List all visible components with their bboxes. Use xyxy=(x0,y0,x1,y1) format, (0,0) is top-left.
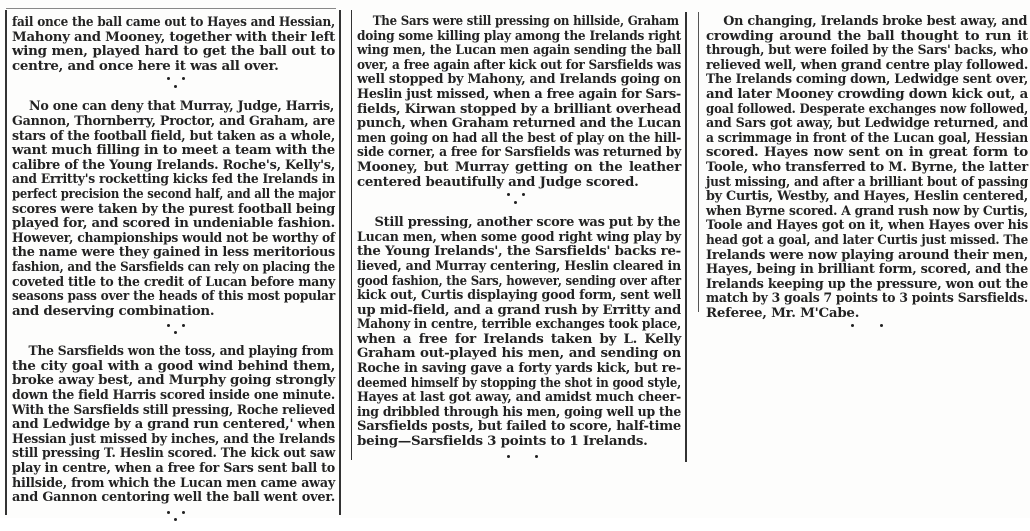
text-line: Graham out-played his men, and sending on xyxy=(357,345,681,362)
asterism-dot xyxy=(167,511,170,514)
text-line: Toole, who transferred to M. Byrne, the latter xyxy=(706,158,1028,175)
asterism-dot xyxy=(507,193,510,196)
text-line: Lucan men, when some good right wing play by xyxy=(357,228,681,245)
text-line: over, a free again after kick out for Sarsfields was xyxy=(357,56,681,73)
text-line: Toole and Hayes got on it, when Hayes over his xyxy=(706,217,1029,234)
text-line: being—Sarsfields 3 points to 1 Irelands. xyxy=(357,433,648,450)
paragraph xyxy=(12,15,335,73)
text-line: the city goal with a good wind behind them, xyxy=(12,357,335,374)
text-line: On changing, Irelands broke best away, and xyxy=(723,13,1028,29)
asterism-dot xyxy=(182,77,185,80)
text-line: want much filling in to meet a team with the xyxy=(12,142,336,159)
text-line: side corner, a free for Sarsfields was returned by xyxy=(357,144,682,161)
text-line: doing some killing play among the Irelands right xyxy=(357,27,681,44)
text-line: Referee, Mr. M'Cabe. xyxy=(706,304,860,321)
text-line: Mahony in centre, terrible exchanges took place, xyxy=(357,316,682,333)
asterism-dot xyxy=(174,331,177,334)
asterism-separator xyxy=(357,449,681,463)
asterism-dot xyxy=(174,518,177,521)
asterism-dot xyxy=(514,201,517,204)
text-line: scored. Hayes now sent on in great form to xyxy=(706,144,1028,161)
text-line: wing men, played hard to get the ball out to xyxy=(12,43,335,60)
text-line: good fashion, the Sars, however, sending over after xyxy=(357,272,681,289)
text-line: head got a goal, and later Curtis just missed. The xyxy=(706,231,1029,248)
top-rule xyxy=(6,8,336,9)
text-line: men going on had all the best of play on the hill- xyxy=(357,129,682,146)
paragraph xyxy=(12,99,335,318)
asterism-separator xyxy=(706,320,1028,334)
text-line: Heslin just missed, when a free again for Sars- xyxy=(357,85,681,102)
asterism-dot xyxy=(174,85,177,88)
asterism-dot xyxy=(167,77,170,80)
column-divider-1 xyxy=(339,10,341,515)
column-1 xyxy=(12,15,335,531)
paragraph xyxy=(357,215,681,449)
column-divider-2b xyxy=(698,12,699,312)
column-divider-1b xyxy=(351,10,352,460)
asterism-dot xyxy=(182,324,185,327)
text-line: the Young Irelands', the Sarsfields' backs re- xyxy=(357,243,681,260)
text-line: crowding around the ball thought to run it xyxy=(706,27,1028,44)
asterism-dot xyxy=(167,324,170,327)
text-line: just missing, and after a brilliant bout of passing xyxy=(706,173,1028,190)
text-line: centered beautifully and Judge scored. xyxy=(357,173,639,190)
text-line: Sarsfields posts, but failed to score, half-time xyxy=(357,418,682,435)
text-line: However, championships would not be worthy of xyxy=(12,229,335,246)
text-line: Gannon, Thornberry, Proctor, and Graham, are xyxy=(12,112,335,129)
text-line: fields, Kirwan stopped by a brilliant overhead xyxy=(357,100,681,117)
text-line: Irelands keeping up the pressure, won out the xyxy=(706,275,1029,292)
text-line: ing dribbled through his men, going well up the xyxy=(357,403,681,420)
text-line: well stopped by Mahony, and Irelands going on xyxy=(357,71,681,88)
text-line: when a free for Irelands taken by L. Kelly xyxy=(357,330,681,347)
column-divider-2 xyxy=(685,12,687,462)
text-line: kick out, Curtis displaying good form, sent well xyxy=(357,287,682,304)
text-line: calibre of the Young Irelands. Roche's, Kelly's, xyxy=(12,156,336,173)
asterism-separator xyxy=(12,318,335,344)
text-line: Still pressing, another score was put by the xyxy=(374,214,681,231)
text-line: when Byrne scored. A grand rush now by Curtis, xyxy=(706,202,1028,219)
asterism-separator xyxy=(357,189,681,215)
text-line: lieved, and Murray centering, Heslin cleared in xyxy=(357,257,681,274)
text-line: punch, when Graham returned and the Lucan xyxy=(357,115,682,132)
text-line: the name were they gained in less meritorious xyxy=(12,244,336,261)
text-line: Roche in saving gave a forty yards kick, but re- xyxy=(357,360,682,377)
text-line: and Sars got away, but Ledwidge returned, and xyxy=(706,115,1028,132)
text-line: and Erritty's rocketting kicks fed the Irelands in xyxy=(12,171,335,188)
text-line: coveted title to the credit of Lucan before many xyxy=(12,273,336,290)
text-line: goal followed. Desperate exchanges now followed, xyxy=(706,100,1029,117)
text-line: seasons pass over the heads of this most popular xyxy=(12,288,336,305)
asterism-dot xyxy=(522,193,525,196)
text-line: scores were taken by the purest football being xyxy=(12,200,335,217)
text-line: Mahony and Mooney, together with their left xyxy=(12,28,335,45)
text-line: Irelands were now playing around their men, xyxy=(706,246,1029,263)
text-line: The Irelands coming down, Ledwidge sent over, xyxy=(706,71,1029,88)
asterism-dot xyxy=(851,324,854,327)
text-line: and deserving combination. xyxy=(12,302,215,319)
text-line: still pressing T. Heslin scored. The kick out saw xyxy=(12,445,335,462)
paragraph xyxy=(357,14,681,189)
text-line: play in centre, when a free for Sars sent ball to xyxy=(12,460,336,477)
asterism-dot xyxy=(182,511,185,514)
text-line: With the Sarsfields still pressing, Roche relieved xyxy=(12,401,335,418)
asterism-dot xyxy=(507,455,510,458)
column-3 xyxy=(706,14,1028,334)
text-line: Mooney, but Murray getting on the leather xyxy=(357,158,681,175)
text-line: and Gannon centoring well the ball went over. xyxy=(12,489,336,506)
text-line: a scrimmage in front of the Lucan goal, Hessian xyxy=(706,129,1029,146)
text-line: match by 3 goals 7 points to 3 points Sarsfields. xyxy=(706,290,1028,307)
text-line: perfect precision the second half, and all the major xyxy=(12,185,335,202)
asterism-dot xyxy=(535,455,538,458)
text-line: The Sarsfields won the toss, and playing from xyxy=(28,343,334,360)
text-line: fail once the ball came out to Hayes and Hessian, xyxy=(12,14,335,30)
text-line: relieved well, when grand centre play followed. xyxy=(706,56,1028,73)
text-line: fashion, and the Sarsfields can rely on placing the xyxy=(12,258,335,275)
text-line: centre, and once here it was all over. xyxy=(12,57,279,74)
text-line: by Curtis, Westby, and Hayes, Heslin centered, xyxy=(706,188,1028,205)
text-line: down the field Harris scored inside one minute. xyxy=(12,387,335,404)
left-border-rule xyxy=(5,10,7,515)
text-line: No one can deny that Murray, Judge, Harris, xyxy=(29,98,335,115)
text-line: through, but were foiled by the Sars' backs, who xyxy=(706,42,1029,59)
text-line: Hayes, being in brilliant form, scored, and the xyxy=(706,261,1029,278)
asterism-dot xyxy=(880,324,883,327)
text-line: wing men, the Lucan men again sending the ball xyxy=(357,42,682,59)
text-line: The Sars were still pressing on hillside, Graham xyxy=(372,13,679,29)
asterism-separator xyxy=(12,73,335,99)
text-line: up mid-field, and a grand rush by Erritty and xyxy=(357,301,682,318)
column-2 xyxy=(357,14,681,463)
text-line: deemed himself by stopping the shot in good style, xyxy=(357,374,682,391)
paragraph xyxy=(706,14,1028,320)
text-line: played for, and scored in undeniable fashion. xyxy=(12,215,336,232)
text-line: broke away best, and Murphy going strongly xyxy=(12,372,336,389)
paragraph xyxy=(12,344,335,505)
text-line: hillside, from which the Lucan men came away xyxy=(12,474,336,491)
text-line: Hessian just missed by inches, and the Irelands xyxy=(12,430,335,447)
text-line: and Ledwidge by a grand run centered,' when xyxy=(12,416,335,433)
text-line: and later Mooney crowding down kick out, a xyxy=(706,85,1028,102)
text-line: stars of the football field, but taken as a whole, xyxy=(12,127,335,144)
text-line: Hayes at last got away, and amidst much cheer- xyxy=(357,389,681,406)
